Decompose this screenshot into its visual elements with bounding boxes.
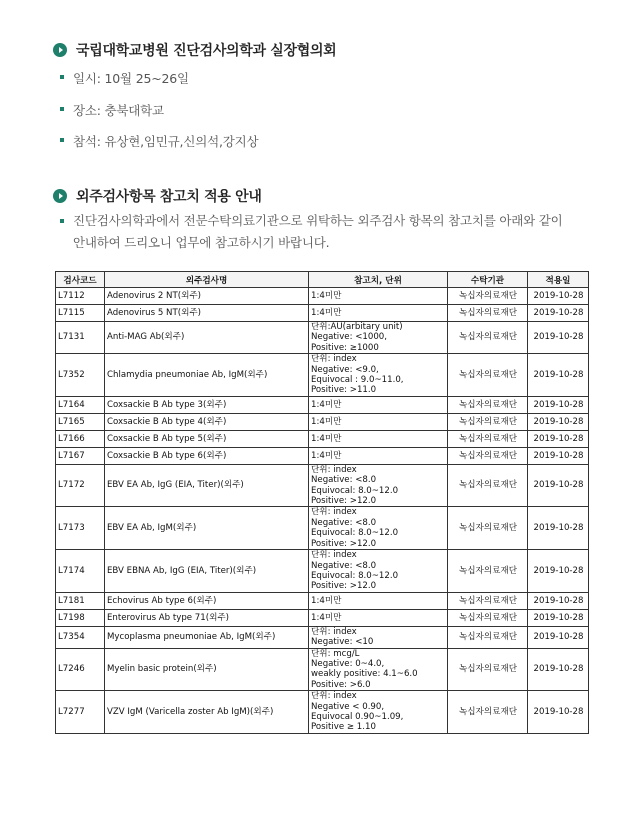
arrow-bullet-icon: [53, 43, 67, 57]
cell-lab: 녹십자의료재단: [448, 413, 528, 430]
cell-code: L7246: [56, 648, 105, 691]
reference-line: 단위: index: [311, 354, 357, 365]
cell-code: L7112: [56, 288, 105, 305]
cell-lab: 녹십자의료재단: [448, 648, 528, 691]
cell-reference: [309, 430, 448, 447]
cell-reference: [309, 609, 448, 626]
cell-date: 2019-10-28: [528, 447, 589, 464]
cell-code: L7172: [56, 464, 105, 507]
reference-line: 단위: index: [311, 464, 357, 475]
table-row: [56, 691, 589, 734]
cell-reference: [309, 396, 448, 413]
cell-lab: 녹십자의료재단: [448, 354, 528, 397]
reference-line: Positive: >12.0: [311, 581, 377, 592]
reference-table: [55, 271, 589, 734]
table-row: [56, 550, 589, 593]
reference-line: Equivocal 0.90~1.09,: [311, 711, 404, 722]
arrow-bullet-icon: [53, 189, 67, 203]
cell-test-name: Enterovirus Ab type 71(외주): [105, 609, 309, 626]
cell-test-name: Adenovirus 5 NT(외주): [105, 305, 309, 322]
cell-date: 2019-10-28: [528, 507, 589, 550]
list-item-text: 참석: 유상현,임민규,신의석,강지상: [73, 134, 259, 149]
cell-code: L7164: [56, 396, 105, 413]
reference-line: Equivocal: 8.0~12.0: [311, 528, 399, 539]
table-row: [56, 305, 589, 322]
cell-date: 2019-10-28: [528, 288, 589, 305]
cell-lab: 녹십자의료재단: [448, 322, 528, 354]
reference-line: Negative: <8.0: [311, 517, 377, 528]
cell-reference: [309, 648, 448, 691]
cell-test-name: Mycoplasma pneumoniae Ab, IgM(외주): [105, 626, 309, 648]
cell-test-name: Echovirus Ab type 6(외주): [105, 592, 309, 609]
table-row: [56, 626, 589, 648]
cell-reference: [309, 626, 448, 648]
cell-test-name: EBV EA Ab, IgM(외주): [105, 507, 309, 550]
cell-lab: 녹십자의료재단: [448, 396, 528, 413]
reference-line: 1:4미만: [311, 290, 342, 301]
reference-line: 1:4미만: [311, 595, 342, 606]
reference-line: Positive: >12.0: [311, 496, 377, 507]
reference-line: Negative: <8.0: [311, 560, 377, 571]
reference-line: 단위: index: [311, 691, 357, 702]
cell-date: 2019-10-28: [528, 322, 589, 354]
reference-line: Negative: <10: [311, 637, 374, 648]
cell-reference: [309, 322, 448, 354]
cell-lab: 녹십자의료재단: [448, 305, 528, 322]
cell-date: 2019-10-28: [528, 626, 589, 648]
cell-test-name: Coxsackie B Ab type 5(외주): [105, 430, 309, 447]
reference-line: Negative: <9.0,: [311, 364, 379, 375]
cell-code: L7115: [56, 305, 105, 322]
cell-code: L7173: [56, 507, 105, 550]
list-item-text: 장소: 충북대학교: [73, 103, 164, 118]
cell-code: L7354: [56, 626, 105, 648]
square-bullet-icon: [60, 107, 64, 111]
cell-lab: 녹십자의료재단: [448, 464, 528, 507]
reference-line: 1:4미만: [311, 307, 342, 318]
table-row: [56, 507, 589, 550]
reference-line: 단위: mcg/L: [311, 648, 360, 659]
cell-test-name: Myelin basic protein(외주): [105, 648, 309, 691]
reference-line: Positive ≥ 1.10: [311, 722, 376, 733]
header-lab: 수탁기관: [448, 272, 528, 288]
cell-date: 2019-10-28: [528, 430, 589, 447]
header-reference: 참고치, 단위: [309, 272, 448, 288]
notice-paragraph: [60, 210, 563, 254]
list-item-place: [60, 101, 164, 119]
cell-test-name: Coxsackie B Ab type 4(외주): [105, 413, 309, 430]
notice-line-1: 진단검사의학과에서 전문수탁의료기관으로 위탁하는 외주검사 항목의 참고치를 아래와 같이: [73, 213, 563, 228]
square-bullet-icon: [60, 138, 64, 142]
cell-code: L7198: [56, 609, 105, 626]
reference-line: Negative: <8.0: [311, 475, 377, 486]
table-row: [56, 430, 589, 447]
cell-test-name: Anti-MAG Ab(외주): [105, 322, 309, 354]
table-row: [56, 396, 589, 413]
cell-lab: 녹십자의료재단: [448, 691, 528, 734]
reference-line: Positive: >11.0: [311, 385, 377, 396]
cell-date: 2019-10-28: [528, 691, 589, 734]
cell-test-name: VZV IgM (Varicella zoster Ab IgM)(외주): [105, 691, 309, 734]
table-row: [56, 288, 589, 305]
table-row: [56, 354, 589, 397]
cell-date: 2019-10-28: [528, 305, 589, 322]
square-bullet-icon: [60, 75, 64, 79]
cell-reference: [309, 305, 448, 322]
reference-line: 1:4미만: [311, 450, 342, 461]
cell-reference: [309, 691, 448, 734]
cell-test-name: Chlamydia pneumoniae Ab, IgM(외주): [105, 354, 309, 397]
table-row: [56, 464, 589, 507]
reference-line: Negative: <1000,: [311, 332, 387, 343]
cell-lab: 녹십자의료재단: [448, 288, 528, 305]
cell-lab: 녹십자의료재단: [448, 507, 528, 550]
reference-line: 단위: index: [311, 626, 357, 637]
header-date: 적용일: [528, 272, 589, 288]
header-name: 외주검사명: [105, 272, 309, 288]
cell-reference: [309, 354, 448, 397]
cell-date: 2019-10-28: [528, 464, 589, 507]
section-heading-reference: [53, 186, 262, 206]
cell-lab: 녹십자의료재단: [448, 592, 528, 609]
list-item-text: 일시: 10월 25~26일: [73, 71, 189, 86]
square-bullet-icon: [60, 219, 64, 223]
notice-line-2: 안내하여 드리오니 업무에 참고하시기 바랍니다.: [73, 235, 330, 250]
cell-code: L7167: [56, 447, 105, 464]
cell-reference: [309, 464, 448, 507]
reference-line: Equivocal: 8.0~12.0: [311, 570, 399, 581]
reference-line: 1:4미만: [311, 612, 342, 623]
reference-line: weakly positive: 4.1~6.0: [311, 669, 418, 680]
section-heading-meeting: [53, 40, 336, 60]
cell-test-name: EBV EBNA Ab, IgG (EIA, Titer)(외주): [105, 550, 309, 593]
cell-date: 2019-10-28: [528, 550, 589, 593]
table-row: [56, 648, 589, 691]
cell-lab: 녹십자의료재단: [448, 447, 528, 464]
cell-reference: [309, 413, 448, 430]
cell-code: L7174: [56, 550, 105, 593]
cell-lab: 녹십자의료재단: [448, 609, 528, 626]
cell-lab: 녹십자의료재단: [448, 626, 528, 648]
reference-line: Equivocal: 8.0~12.0: [311, 485, 399, 496]
cell-test-name: Adenovirus 2 NT(외주): [105, 288, 309, 305]
cell-code: L7166: [56, 430, 105, 447]
table-row: [56, 609, 589, 626]
reference-line: 단위: index: [311, 507, 357, 518]
reference-line: Negative < 0.90,: [311, 701, 385, 712]
cell-reference: [309, 592, 448, 609]
list-item-attendees: [60, 132, 258, 150]
cell-code: L7165: [56, 413, 105, 430]
header-code: 검사코드: [56, 272, 105, 288]
cell-reference: [309, 288, 448, 305]
table-row: [56, 447, 589, 464]
reference-line: Positive: >12.0: [311, 538, 377, 549]
cell-test-name: Coxsackie B Ab type 6(외주): [105, 447, 309, 464]
cell-test-name: Coxsackie B Ab type 3(외주): [105, 396, 309, 413]
reference-line: 단위: index: [311, 550, 357, 561]
cell-code: L7181: [56, 592, 105, 609]
cell-lab: 녹십자의료재단: [448, 550, 528, 593]
reference-line: Positive: ≥1000: [311, 342, 379, 353]
reference-line: Positive: >6.0: [311, 679, 371, 690]
reference-line: 1:4미만: [311, 416, 342, 427]
table-body: [56, 288, 589, 734]
cell-reference: [309, 447, 448, 464]
reference-line: Equivocal : 9.0~11.0,: [311, 375, 404, 386]
reference-line: 1:4미만: [311, 399, 342, 410]
list-item-date: [60, 69, 189, 87]
table-header-row: [56, 272, 589, 288]
cell-code: L7131: [56, 322, 105, 354]
cell-lab: 녹십자의료재단: [448, 430, 528, 447]
cell-code: L7352: [56, 354, 105, 397]
cell-reference: [309, 507, 448, 550]
table-row: [56, 413, 589, 430]
cell-reference: [309, 550, 448, 593]
reference-line: Negative: 0~4.0,: [311, 658, 385, 669]
section-title: 국립대학교병원 진단검사의학과 실장협의회: [76, 43, 337, 59]
cell-date: 2019-10-28: [528, 648, 589, 691]
cell-code: L7277: [56, 691, 105, 734]
cell-date: 2019-10-28: [528, 592, 589, 609]
reference-line: 단위:AU(arbitary unit): [311, 322, 403, 332]
cell-date: 2019-10-28: [528, 609, 589, 626]
reference-line: 1:4미만: [311, 433, 342, 444]
cell-test-name: EBV EA Ab, IgG (EIA, Titer)(외주): [105, 464, 309, 507]
cell-date: 2019-10-28: [528, 413, 589, 430]
section-title: 외주검사항목 참고치 적용 안내: [76, 189, 262, 205]
table-row: [56, 592, 589, 609]
table-row: [56, 322, 589, 354]
cell-date: 2019-10-28: [528, 396, 589, 413]
cell-date: 2019-10-28: [528, 354, 589, 397]
